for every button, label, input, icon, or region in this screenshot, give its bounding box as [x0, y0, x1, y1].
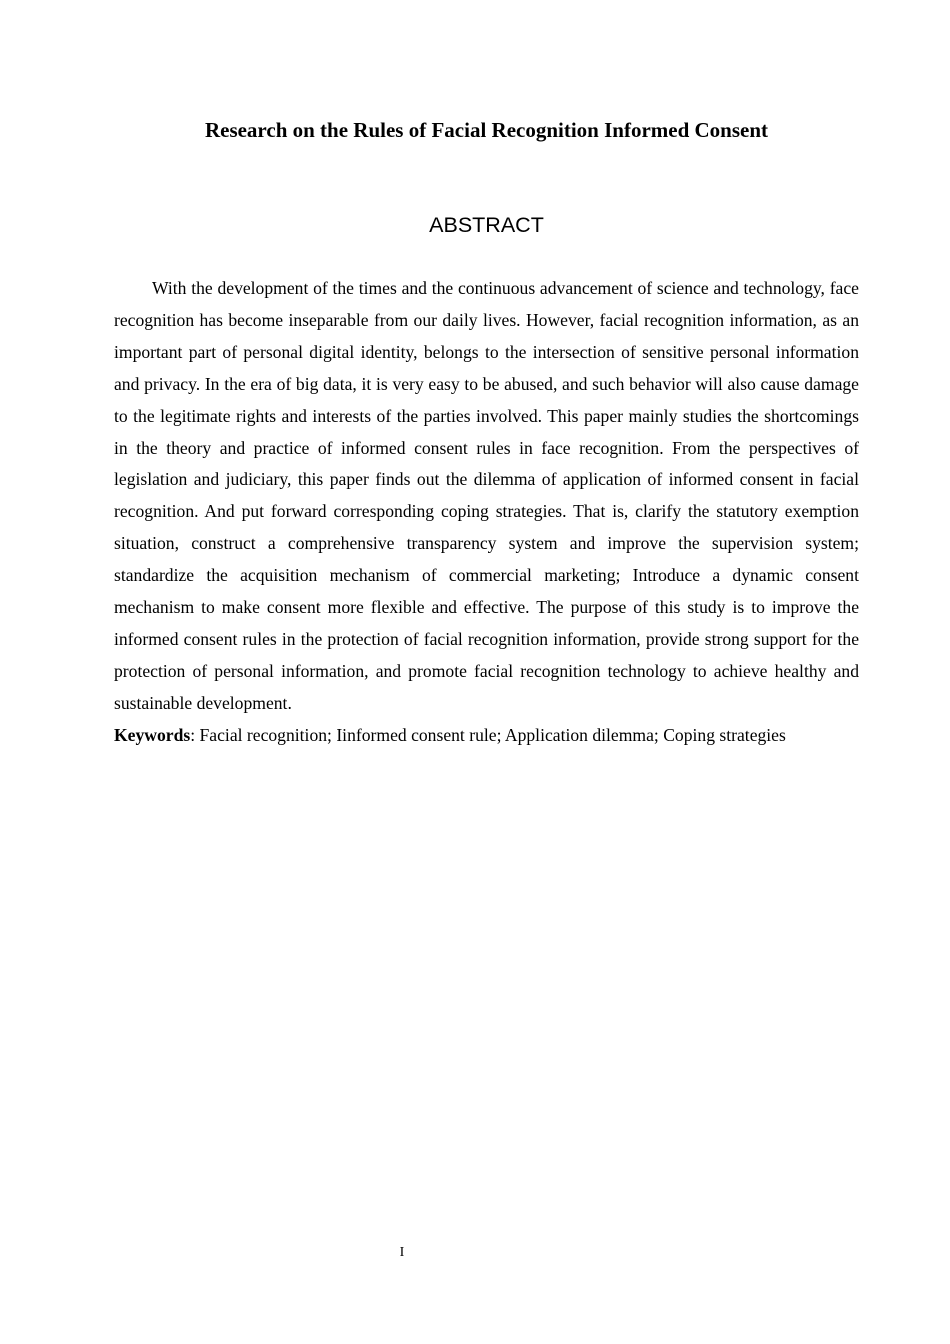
- abstract-section: [114, 273, 859, 752]
- paper-title: Research on the Rules of Facial Recognition Informed Consent: [204, 118, 769, 142]
- page-number: I: [399, 1245, 405, 1260]
- abstract-paragraph: With the development of the times and the continuous advancement of science and technology, face recognition has become inseparable from our daily lives. However, facial recognition information, as an important part of personal digital identity, belongs to the intersection of sensitive personal information and privacy. In the era of big data, it is very easy to be abused, and such behavior will also cause damage to the legitimate rights and interests of the parties involved. This paper mainly studies the shortcomings in the theory and practice of informed consent rules in face recognition. From the perspectives of legislation and judiciary, this paper finds out the dilemma of application of informed consent in facial recognition. And put forward corresponding coping strategies. That is, clarify the statutory exemption situation, construct a comprehensive transparency system and improve the supervision system; standardize the acquisition mechanism of commercial marketing; Introduce a dynamic consent mechanism to make consent more flexible and effective. The purpose of this study is to improve the informed consent rules in the protection of facial recognition information, provide strong support for the protection of personal information, and promote facial recognition technology to achieve healthy and sustainable development.: [114, 278, 859, 713]
- abstract-heading: ABSTRACT: [429, 213, 544, 237]
- keywords-separator: :: [190, 724, 196, 745]
- keywords-line: [114, 720, 859, 752]
- keywords-label: Keywords: [114, 724, 191, 745]
- keywords-list: Facial recognition; Iinformed consent rule; Application dilemma; Coping strategies: [195, 724, 786, 745]
